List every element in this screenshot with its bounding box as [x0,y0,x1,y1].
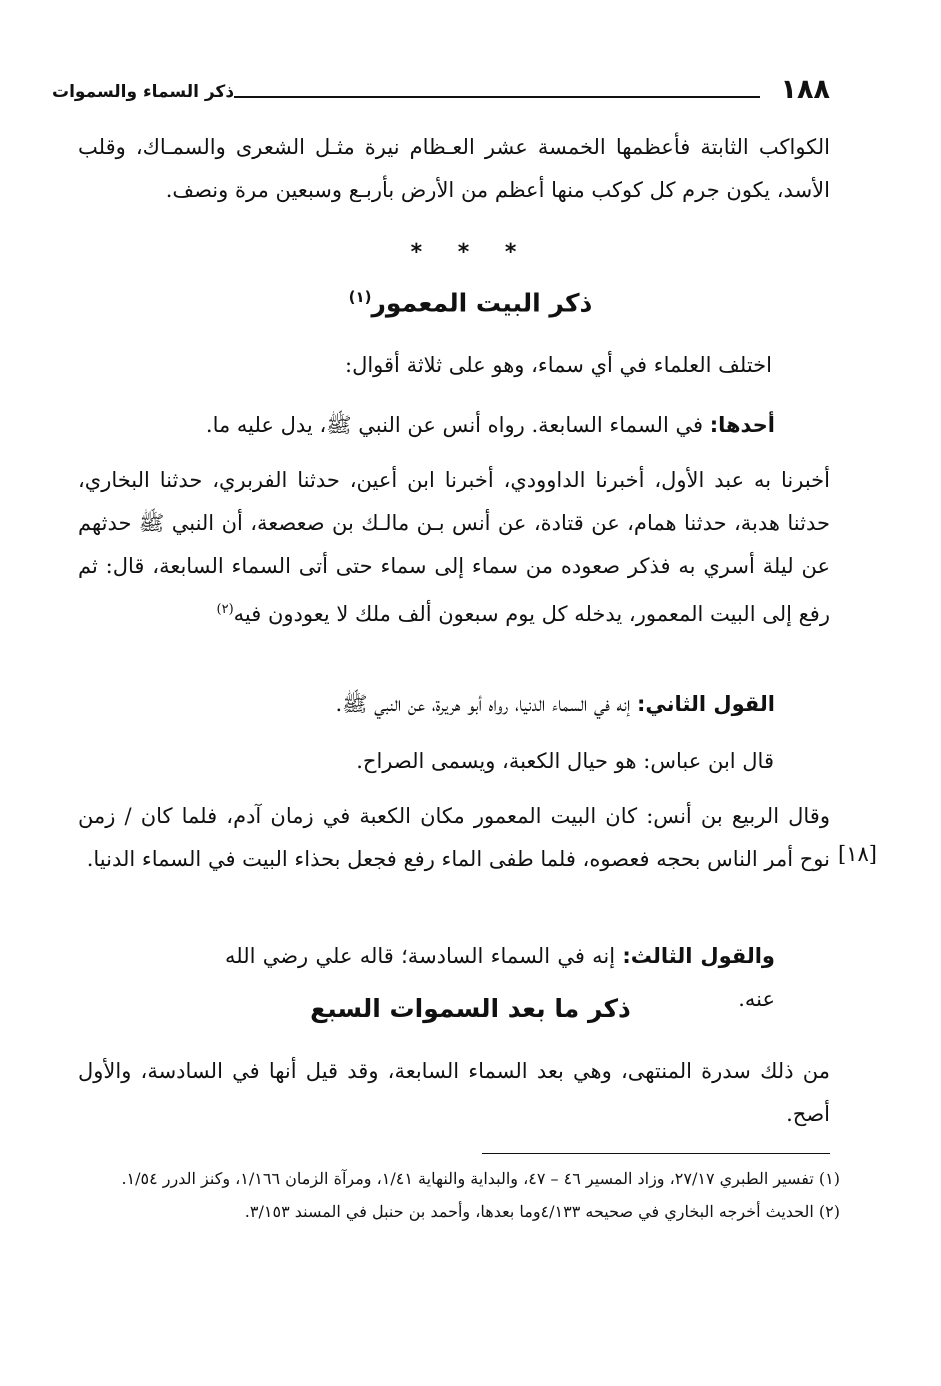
second-opinion-text: إنه في السماء الدنيا، رواه أبو هريرة، عن النبي ﷺ. [335,692,638,716]
paragraph-second-opinion [195,683,775,726]
third-opinion-text: إنه في السماء السادسة؛ قاله علي رضي الله عنه. [225,944,775,1011]
paragraph-first-opinion [195,404,775,447]
paragraph-intro-opinions: اختلف العلماء في أي سماء، وهو على ثلاثة أقوال: [345,353,772,377]
paragraph-ibn-abbas: قال ابن عباس: هو حيال الكعبة، ويسمى الصراح. [356,749,774,773]
page-header [52,74,830,114]
intro-paragraph: الكواكب الثابتة فأعظمها الخمسة عشر العـظام نيرة مثـل الشعرى والسمـاك، وقلب الأسد، يكون جرم كل كوكب منها أعظم من الأرض بأربـع وسبعين مرة ونصف. [78,135,830,202]
section-heading-beyond-heavens: ذكر ما بعد السموات السبع [310,994,631,1023]
first-opinion-label: أحدها: [709,413,775,437]
paragraph-sidrat-al-muntaha: من ذلك سدرة المنتهى، وهي بعد السماء السابعة، وقد قيل أنها في السادسة، والأول أصح. [78,1059,830,1126]
footnote-ref-1: (١) [348,288,372,306]
section-heading-bayt-mamur [0,288,941,317]
first-opinion-text: في السماء السابعة. رواه أنس عن النبي ﷺ، يدل عليه ما. [205,413,710,437]
paragraph-hadith-chain [78,459,830,636]
manuscript-folio-marker: [١٨] [838,842,877,866]
third-opinion-label: والقول الثالث: [622,944,775,968]
footnote-rule [482,1153,830,1154]
footnote-ref-2: (٢) [216,602,234,617]
section-heading-text: ذكر البيت المعمور [371,288,593,318]
second-opinion-label: القول الثاني: [637,692,775,716]
header-rule [234,96,760,98]
hadith-chain-text: أخبرنا به عبد الأول، أخبرنا الداوودي، أخبرنا ابن أعين، حدثنا الفربري، حدثنا البخاري، حدثنا هدبة، حدثنا همام، عن قتادة، عن أنس بـن مالـك بن صعصعة، أن النبي ﷺ حدثهم عن ليلة أسري به فذكر صعوده من سماء إلى سماء حتى أتى السماء السابعة، قال: ثم رفع إلى البيت المعمور، يدخله كل يوم سبعون ألف ملك لا يعودون فيه [78,468,830,626]
running-title: ذكر السماء والسموات [52,82,235,102]
section-separator: * * * [410,240,531,265]
page-number: ١٨٨ [780,74,830,105]
paragraph-rabi-ibn-anas: وقال الربيع بن أنس: كان البيت المعمور مكان الكعبة في زمان آدم، فلما كان / زمن نوح أمر الناس بحجه فعصوه، فلما طفى الماء رفع فجعل بحذاء البيت في السماء الدنيا. [78,804,830,871]
footnote-2: (٢) الحديث أخرجه البخاري في صحيحه ٤/١٣٣وما بعدها، وأحمد بن حنبل في المسند ٣/١٥٣. [244,1202,840,1221]
footnotes [80,1162,840,1228]
footnote-1: (١) تفسير الطبري ٢٧/١٧، وزاد المسير ٤٦ – ٤٧، والبداية والنهاية ١/٤١، ومرآة الزمان ١/١٦٦، وكنز الدرر ١/٥٤. [121,1169,840,1188]
